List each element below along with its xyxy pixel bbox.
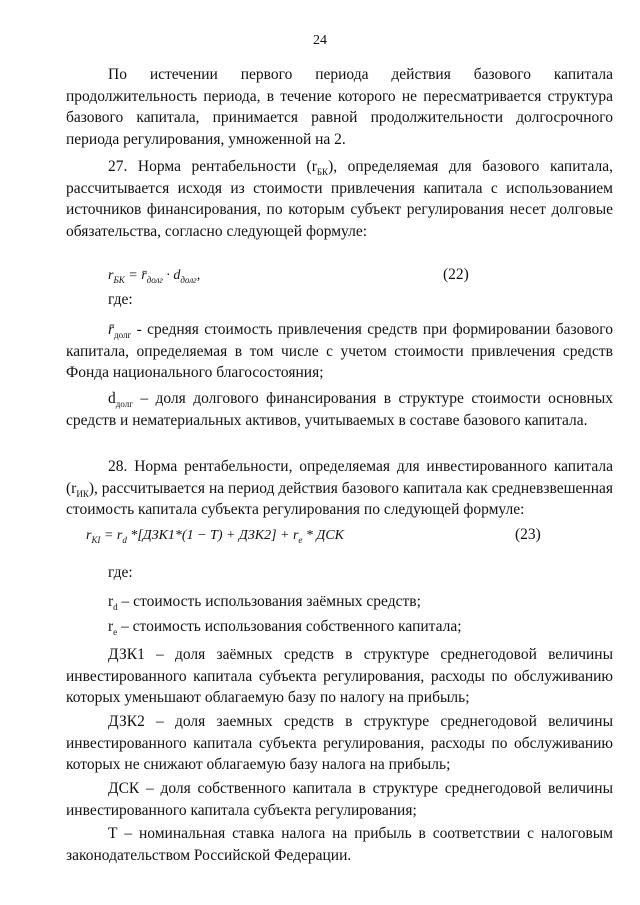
formula-23-body-a: = r xyxy=(100,528,123,543)
definition-rd-text: – стоимость использования заёмных средств; xyxy=(117,593,421,610)
where-label-1: где: xyxy=(108,291,133,308)
formula-22-eq: = xyxy=(124,268,142,283)
page-number: 24 xyxy=(313,33,327,48)
definition-d-subscript: долг xyxy=(115,399,133,410)
formula-22-rbar-sub: долг xyxy=(146,274,163,285)
definition-re xyxy=(108,618,462,636)
definition-rd-symbol: r xyxy=(108,593,114,610)
definition-d-symbol: d xyxy=(108,390,116,407)
formula-23-body-c: * ДСК xyxy=(302,528,344,543)
formula-22-number: (22) xyxy=(443,266,469,283)
paragraph-27-lead: 27. Норма рентабельности (r xyxy=(108,158,317,175)
formula-22-d-sub: долг xyxy=(180,274,197,285)
formula-23-number: (23) xyxy=(515,526,541,543)
paragraph-base-capital-period: По истечении первого периода действия базового капитала продолжительность периода, в течение которого не пересматривается структура базового капитала, принимается равной продолжительности долгосрочного периода регулирования, умноженной на 2. xyxy=(66,66,613,148)
formula-23 xyxy=(86,528,344,544)
paragraph-28-rest: ), рассчитывается на период действия базового капитала как средневзвешенная стоимость капитала субъекта регулирования по следующей формуле: xyxy=(66,479,613,518)
paragraph-27-rest: ), определяемая для базового капитала, рассчитывается исходя из стоимости привлечения капитала с использованием источников финансирования, по которым субъект регулирования несет долговые обязательства, согласно следующей формуле: xyxy=(66,158,613,240)
paragraph-28-lead: 28. Норма рентабельности, определяемая для инвестированного капитала (r xyxy=(66,458,613,497)
definition-d-text: – доля долгового финансирования в структуре стоимости основных средств и нематериальных активов, учитываемых в составе базового капитала. xyxy=(66,390,613,429)
definition-dsk: ДСК – доля собственного капитала в структуре среднегодовой величины инвестированного капитала субъекта регулирования; xyxy=(66,780,613,819)
formula-23-re-sub: e xyxy=(298,534,303,545)
definition-rd xyxy=(108,593,421,611)
definition-t: Т – номинальная ставка налога на прибыль в соответствии с налоговым законодательством Российской Федерации. xyxy=(66,825,613,864)
definition-dzk1: ДЗК1 – доля заёмных средств в структуре среднегодовой величины инвестированного капитала субъекта регулирования, расходы по обслуживанию которых уменьшают облагаемую базу по налогу на прибыль; xyxy=(66,646,613,706)
definition-re-subscript: e xyxy=(113,627,118,638)
paragraph-27-subscript: БК xyxy=(316,167,329,178)
where-label-2: где: xyxy=(108,564,133,581)
definition-rbar-dolg xyxy=(66,319,613,384)
definition-rd-subscript: d xyxy=(113,602,118,613)
formula-22-r: r xyxy=(108,268,114,283)
paragraph-28-subscript: ИК xyxy=(76,488,89,499)
formula-22-r-sub: БК xyxy=(113,274,125,285)
formula-23-rd-sub: d xyxy=(122,534,127,545)
definition-d-dolg xyxy=(66,388,613,431)
formula-22-d: d xyxy=(173,268,181,283)
formula-23-r-sub: КI xyxy=(91,534,101,545)
paragraph-28 xyxy=(66,456,613,521)
paragraph-27 xyxy=(66,156,613,242)
definition-dzk2: ДЗК2 – доля заемных средств в структуре среднегодовой величины инвестированного капитала субъекта регулирования, расходы по обслуживанию которых не снижают облагаемую базу налога на прибыль; xyxy=(66,713,613,773)
formula-23-body-b: *[ДЗК1*(1 − T) + ДЗК2] + r xyxy=(126,528,299,543)
formula-22-rbar: r̄ xyxy=(141,268,147,283)
definition-re-symbol: r xyxy=(108,618,114,635)
formula-23-r: r xyxy=(86,528,92,543)
definition-rbar-text: - средняя стоимость привлечения средств при формировании базового капитала, определяемая в том числе с учетом стоимости привлечения средств Фонда национального благосостояния; xyxy=(66,321,613,381)
formula-22-dot: · xyxy=(162,268,174,283)
definition-re-text: – стоимость использования собственного капитала; xyxy=(117,618,462,635)
formula-22 xyxy=(108,268,200,284)
formula-22-comma: , xyxy=(196,268,201,283)
definition-rbar-subscript: долг xyxy=(114,330,132,341)
definition-rbar-symbol: r̄ xyxy=(108,321,115,338)
